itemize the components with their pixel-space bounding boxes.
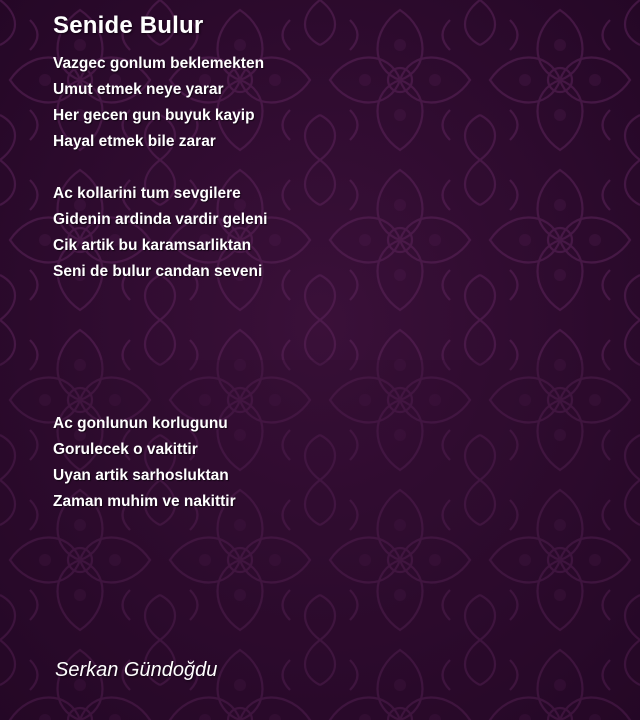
stanza [53,51,264,155]
poem-line: Uyan artik sarhosluktan [53,467,229,484]
poem-line: Umut etmek neye yarar [53,81,224,98]
poem-line: Seni de bulur candan seveni [53,263,263,280]
poem-line: Zaman muhim ve nakittir [53,493,236,510]
poem-title: Senide Bulur [53,12,204,39]
poem-author: Serkan Gündoğdu [55,659,218,681]
poem-line: Ac gonlunun korlugunu [53,415,228,432]
poem-line: Cik artik bu karamsarliktan [53,237,252,254]
poem-line: Gidenin ardinda vardir geleni [53,211,268,228]
poem-line: Ac kollarini tum sevgilere [53,185,241,202]
stanza [53,181,267,285]
poem-line: Gorulecek o vakittir [53,441,198,458]
stanza [53,411,236,515]
poem-line: Hayal etmek bile zarar [53,133,216,150]
poem-line: Her gecen gun buyuk kayip [53,107,255,124]
poem-line: Vazgec gonlum beklemekten [53,55,265,72]
